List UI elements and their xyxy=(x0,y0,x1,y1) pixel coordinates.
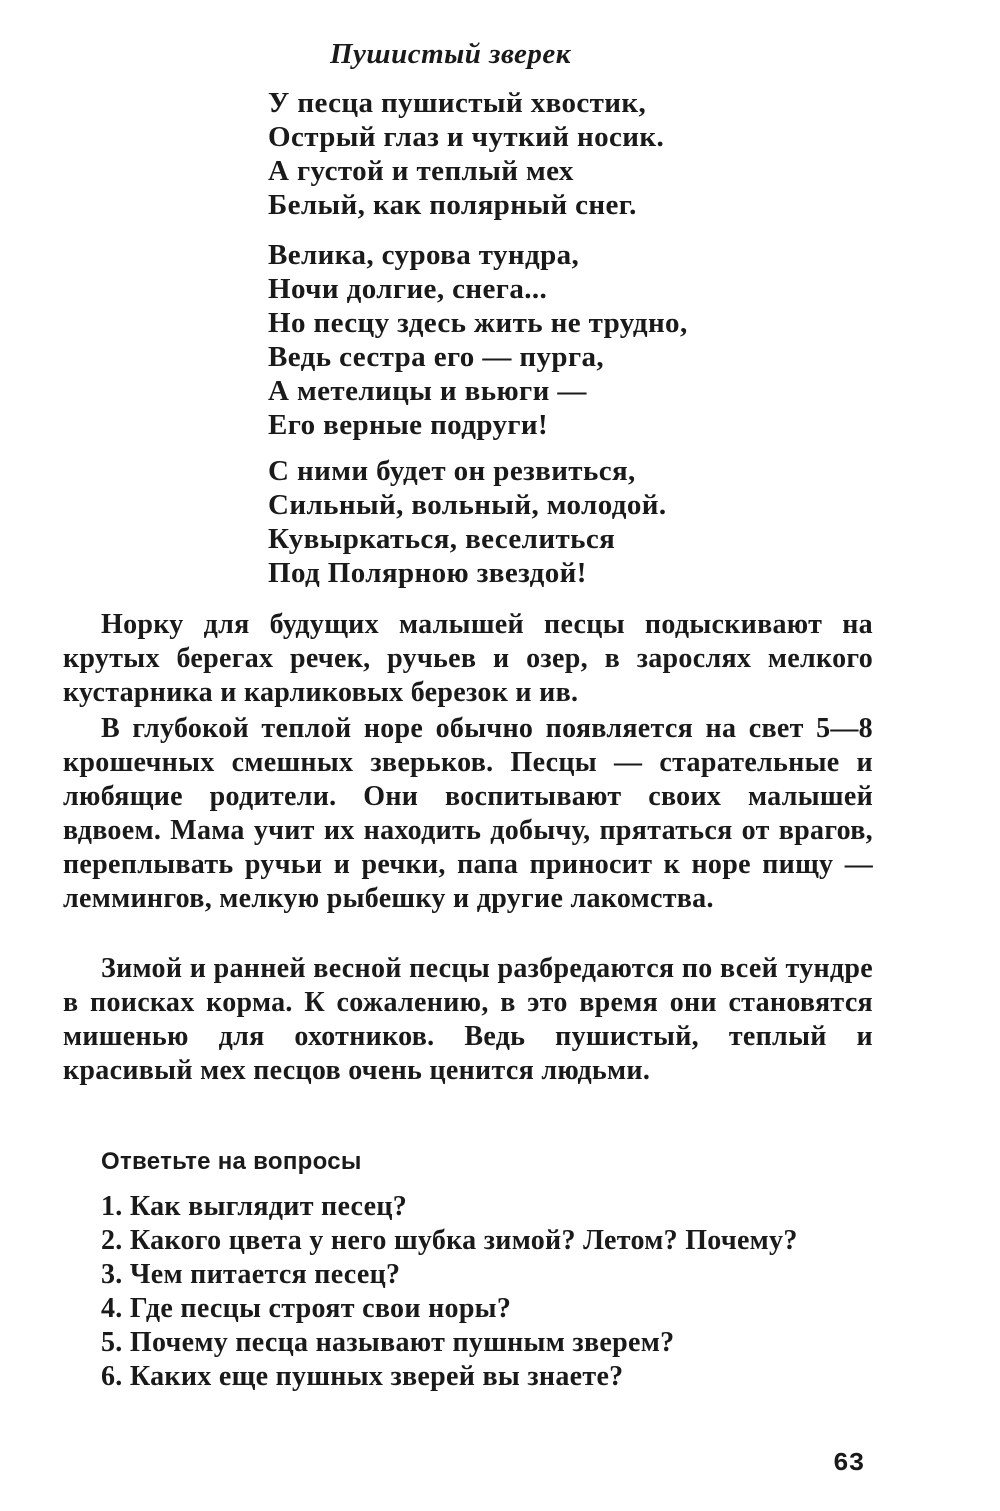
prose-paragraph-1: Норку для будущих малышей песцы подыскивают на крутых берегах речек, ручьев и озер, в зарослях мелкого кустарника и карликовых березок и ив. xyxy=(63,609,873,708)
question-item: 6. Каких еще пушных зверей вы знаете? xyxy=(101,1361,624,1392)
question-item: 5. Почему песца называют пушным зверем? xyxy=(101,1327,675,1358)
page-number: 63 xyxy=(833,1448,865,1478)
poem-line: А метелицы и вьюги — xyxy=(268,375,587,407)
poem-title: Пушистый зверек xyxy=(330,38,572,70)
poem-line: Его верные подруги! xyxy=(268,409,549,441)
prose-paragraph-3: Зимой и ранней весной песцы разбредаются по всей тундре в поисках корма. К сожалению, в это время они становятся мишенью для охотников. Ведь пушистый, теплый и красивый мех песцов очень ценится людьми. xyxy=(63,953,873,1086)
poem-line: Сильный, вольный, молодой. xyxy=(268,489,667,521)
poem-line: Кувыркаться, веселиться xyxy=(268,523,616,555)
poem-line: Велика, сурова тундра, xyxy=(268,239,580,271)
poem-line: Ночи долгие, снега... xyxy=(268,273,548,305)
poem-line: Но песцу здесь жить не трудно, xyxy=(268,307,688,339)
question-item: 4. Где песцы строят свои норы? xyxy=(101,1293,512,1324)
poem-stanza-3 xyxy=(268,454,667,590)
question-item: 3. Чем питается песец? xyxy=(101,1259,401,1290)
poem-stanza-1 xyxy=(268,86,664,222)
questions-heading: Ответьте на вопросы xyxy=(101,1148,362,1175)
question-item: 2. Какого цвета у него шубка зимой? Летом? Почему? xyxy=(101,1225,798,1256)
poem-line: С ними будет он резвиться, xyxy=(268,455,636,487)
poem-stanza-2 xyxy=(268,238,688,442)
question-item: 1. Как выглядит песец? xyxy=(101,1191,408,1222)
poem-line: Под Полярною звездой! xyxy=(268,557,587,589)
poem-line: У песца пушистый хвостик, xyxy=(268,87,647,119)
prose-paragraph-2: В глубокой теплой норе обычно появляется на свет 5—8 крошечных смешных зверьков. Песцы — старательные и любящие родители. Они воспитывают своих малышей вдвоем. Мама учит их находить добычу, прятаться от врагов, переплывать ручьи и речки, папа приносит к норе пищу — леммингов, мелкую рыбешку и другие лакомства. xyxy=(63,713,873,914)
questions-list xyxy=(101,1190,798,1394)
poem-line: А густой и теплый мех xyxy=(268,155,574,187)
poem-line: Ведь сестра его — пурга, xyxy=(268,341,605,373)
poem-line: Острый глаз и чуткий носик. xyxy=(268,121,665,153)
poem-line: Белый, как полярный снег. xyxy=(268,189,637,221)
